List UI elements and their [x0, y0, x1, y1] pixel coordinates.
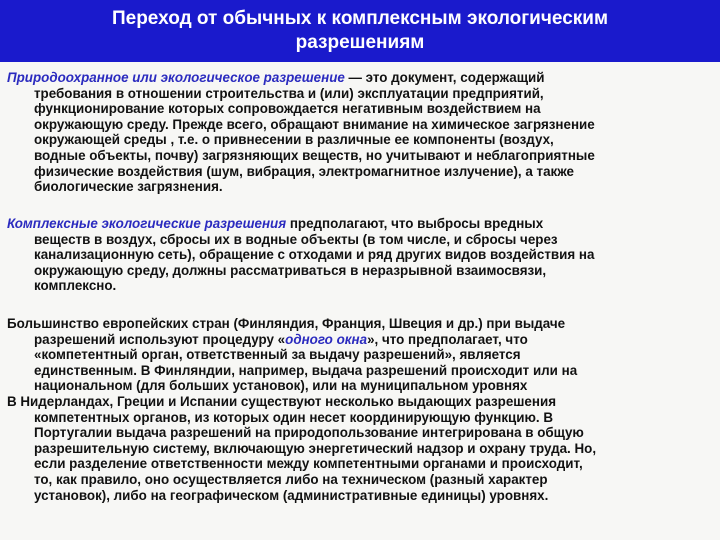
para4-line: компетентных органов, из которых один несет координирующую функцию. В [34, 409, 554, 425]
slide-title [0, 0, 720, 62]
para4-line: установок), либо на географическом (административные единицы) уровнях. [34, 487, 549, 503]
para4-line: то, как правило, оно осуществляется либо на техническом (разный характер [34, 471, 548, 487]
para1-line: окружающую среду. Прежде всего, обращают внимание на химическое загрязнение [34, 116, 595, 132]
para1-text: — это документ, содержащий [344, 70, 545, 85]
title-line-1: Переход от обычных к комплексным экологическим [111, 8, 609, 29]
para2-text: предполагают, что выбросы вредных [286, 216, 544, 231]
para1-line: функционирование которых сопровождается негативным воздействием на [34, 101, 541, 117]
term-one-window: одного окна [285, 331, 368, 347]
para4-line: разрешительную систему, включающую энергетический надзор и охрану труда. Но, [34, 440, 597, 456]
para3-line-1: Большинство европейских стран (Финляндия, Франция, Швеция и др.) при выдаче [7, 316, 566, 331]
paragraph-environmental-permit [7, 70, 713, 195]
para1-line: биологические загрязнения. [34, 179, 223, 195]
term-complex-permits: Комплексные экологические разрешения [7, 216, 287, 231]
para3-line: единственным. В Финляндии, например, выдача разрешений происходит или на [34, 362, 578, 378]
paragraph-netherlands-greece-spain [7, 394, 713, 503]
para2-line: комплексно. [34, 278, 117, 294]
para3-line-2 [7, 332, 713, 348]
para3-line: национальном (для больших установок), или на муниципальном уровнях [34, 378, 528, 394]
title-line-2: разрешениям [295, 32, 425, 53]
para1-line: водные объекты, почву) загрязняющих веществ, но учитывают и неблагоприятные [34, 147, 595, 163]
para1-line: физические воздействия (шум, вибрация, электромагнитное излучение), а также [34, 163, 575, 179]
para4-line: если разделение ответственности между компетентными органами и происходит, [34, 456, 583, 472]
para2-line: веществ в воздух, сбросы их в водные объекты (в том числе, и сбросы через [34, 231, 558, 247]
paragraph-european-countries [7, 316, 713, 394]
para3-text: разрешений используют процедуру « [34, 331, 286, 347]
term-environmental-permit: Природоохранное или экологическое разрешение [7, 70, 345, 85]
para2-line: окружающую среду, должны рассматриваться в неразрывной взаимосвязи, [34, 262, 547, 278]
para3-line: «компетентный орган, ответственный за выдачу разрешений», является [34, 347, 521, 363]
para2-line-1 [7, 216, 713, 232]
para4-line: Португалии выдача разрешений на природопользование интегрирована в общую [34, 425, 584, 441]
para1-line: окружающей среды , т.е. о привнесении в различные ее компоненты (воздух, [34, 132, 554, 148]
paragraph-complex-permits [7, 216, 713, 294]
para4-line-1: В Нидерландах, Греции и Испании существуют несколько выдающих разрешения [7, 394, 557, 409]
para1-line-1 [7, 70, 713, 86]
para3-text: », что предполагает, что [367, 331, 528, 347]
para2-line: канализационную сеть), обращение с отходами и ряд других видов воздействия на [34, 247, 595, 263]
para1-line: требования в отношении строительства и (или) эксплуатации предприятий, [34, 85, 544, 101]
